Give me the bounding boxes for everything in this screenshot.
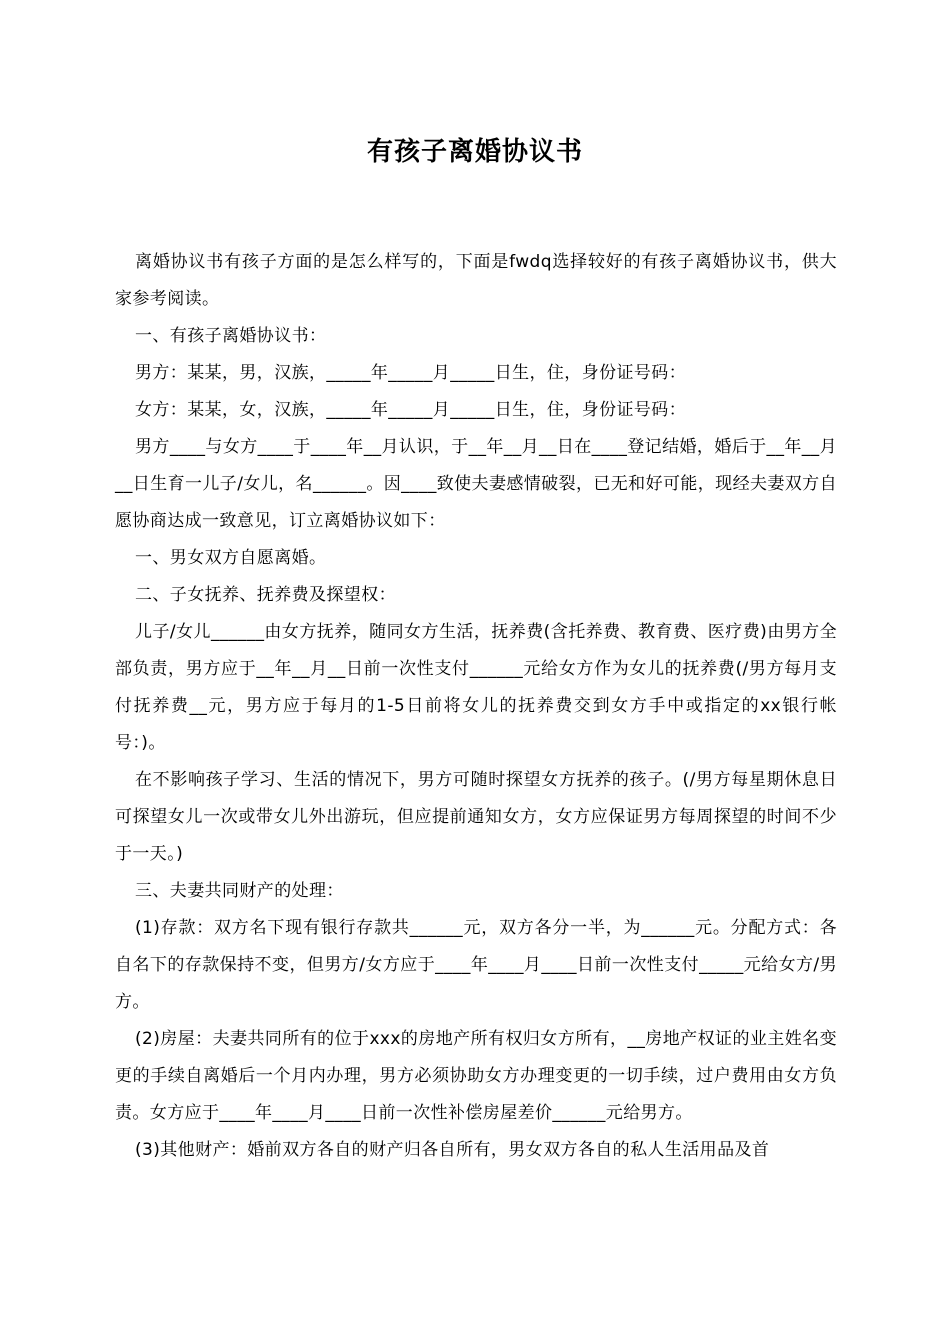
paragraph-marriage-info: 男方____与女方____于____年__月认识，于__年__月__日在____登记结婚，婚后于__年__月__日生育一儿子/女儿，名______。因____致使夫妻感情破裂，已无和好可能，现经夫妻双方自愿协商达成一致意见，订立离婚协议如下： xyxy=(115,437,837,531)
paragraph-intro: 离婚协议书有孩子方面的是怎么样写的，下面是fwdq选择较好的有孩子离婚协议书，供大家参考阅读。 xyxy=(115,252,837,309)
paragraph-visitation: 在不影响孩子学习、生活的情况下，男方可随时探望女方抚养的孩子。(/男方每星期休息日可探望女儿一次或带女儿外出游玩，但应提前通知女方，女方应保证男方每周探望的时间不少于一天。) xyxy=(115,770,837,864)
paragraph-other-property: (3)其他财产：婚前双方各自的财产归各自所有，男女双方各自的私人生活用品及首 xyxy=(135,1140,770,1160)
paragraph-savings: (1)存款：双方名下现有银行存款共______元，双方各分一半，为______元。分配方式：各自名下的存款保持不变，但男方/女方应于____年____月____日前一次性支付_____元给女方/男方。 xyxy=(115,918,837,1012)
paragraph-clause-1: 一、男女双方自愿离婚。 xyxy=(135,548,327,568)
paragraph-female-party: 女方：某某，女，汉族，_____年_____月_____日生，住，身份证号码： xyxy=(135,400,687,420)
paragraph-male-party: 男方：某某，男，汉族，_____年_____月_____日生，住，身份证号码： xyxy=(135,363,687,383)
paragraph-section-heading: 一、有孩子离婚协议书： xyxy=(135,326,327,346)
paragraph-house: (2)房屋：夫妻共同所有的位于xxx的房地产所有权归女方所有，__房地产权证的业主姓名变更的手续自离婚后一个月内办理，男方必须协助女方办理变更的一切手续，过户费用由女方负责。女方应于____年____月____日前一次性补偿房屋差价______元给男方。 xyxy=(115,1029,837,1123)
document-body xyxy=(115,244,837,1169)
paragraph-child-support: 儿子/女儿______由女方抚养，随同女方生活，抚养费(含托养费、教育费、医疗费)由男方全部负责，男方应于__年__月__日前一次性支付______元给女方作为女儿的抚养费(/男方每月支付抚养费__元，男方应于每月的1-5日前将女儿的抚养费交到女方手中或指定的xx银行帐号：)。 xyxy=(115,622,837,753)
paragraph-clause-2: 二、子女抚养、抚养费及探望权： xyxy=(135,585,396,605)
paragraph-clause-3: 三、夫妻共同财产的处理： xyxy=(135,881,344,901)
document-title: 有孩子离婚协议书 xyxy=(366,137,583,167)
